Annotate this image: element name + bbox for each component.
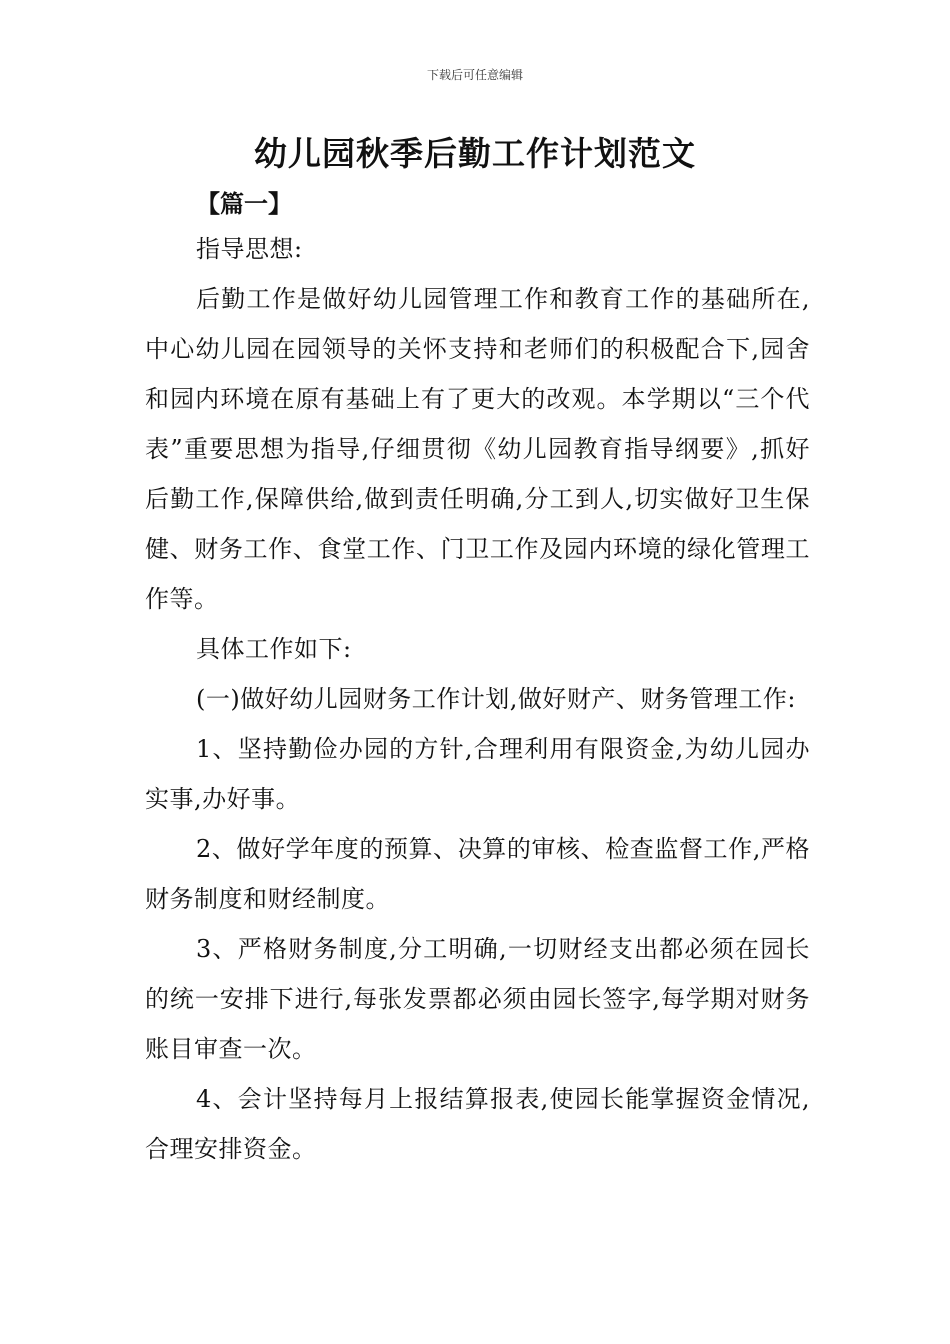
paragraph-item-2: 2、做好学年度的预算、决算的审核、检查监督工作,严格财务制度和财经制度。 xyxy=(145,835,810,913)
paragraph-section-one: (一)做好幼儿园财务工作计划,做好财产、财务管理工作: xyxy=(196,685,796,713)
paragraph-item-3: 3、严格财务制度,分工明确,一切财经支出都必须在园长的统一安排下进行,每张发票都必须由园长签字,每学期对财务账目审查一次。 xyxy=(145,935,810,1063)
document-body xyxy=(145,224,810,1174)
section-label: 【篇一】 xyxy=(196,189,292,218)
paragraph-work-heading: 具体工作如下: xyxy=(196,635,352,663)
header-note: 下载后可任意编辑 xyxy=(426,68,523,82)
paragraph-item-4: 4、会计坚持每月上报结算报表,使园长能掌握资金情况,合理安排资金。 xyxy=(145,1085,810,1163)
paragraph-item-1: 1、坚持勤俭办园的方针,合理利用有限资金,为幼儿园办实事,办好事。 xyxy=(145,735,810,813)
paragraph-intro: 后勤工作是做好幼儿园管理工作和教育工作的基础所在,中心幼儿园在园领导的关怀支持和老师们的积极配合下,园舍和园内环境在原有基础上有了更大的改观。本学期以“三个代表”重要思想为指导,仔细贯彻《幼儿园教育指导纲要》,抓好后勤工作,保障供给,做到责任明确,分工到人,切实做好卫生保健、财务工作、食堂工作、门卫工作及园内环境的绿化管理工作等。 xyxy=(145,285,810,613)
document-title: 幼儿园秋季后勤工作计划范文 xyxy=(254,134,696,173)
paragraph-guiding-heading: 指导思想: xyxy=(196,235,303,263)
